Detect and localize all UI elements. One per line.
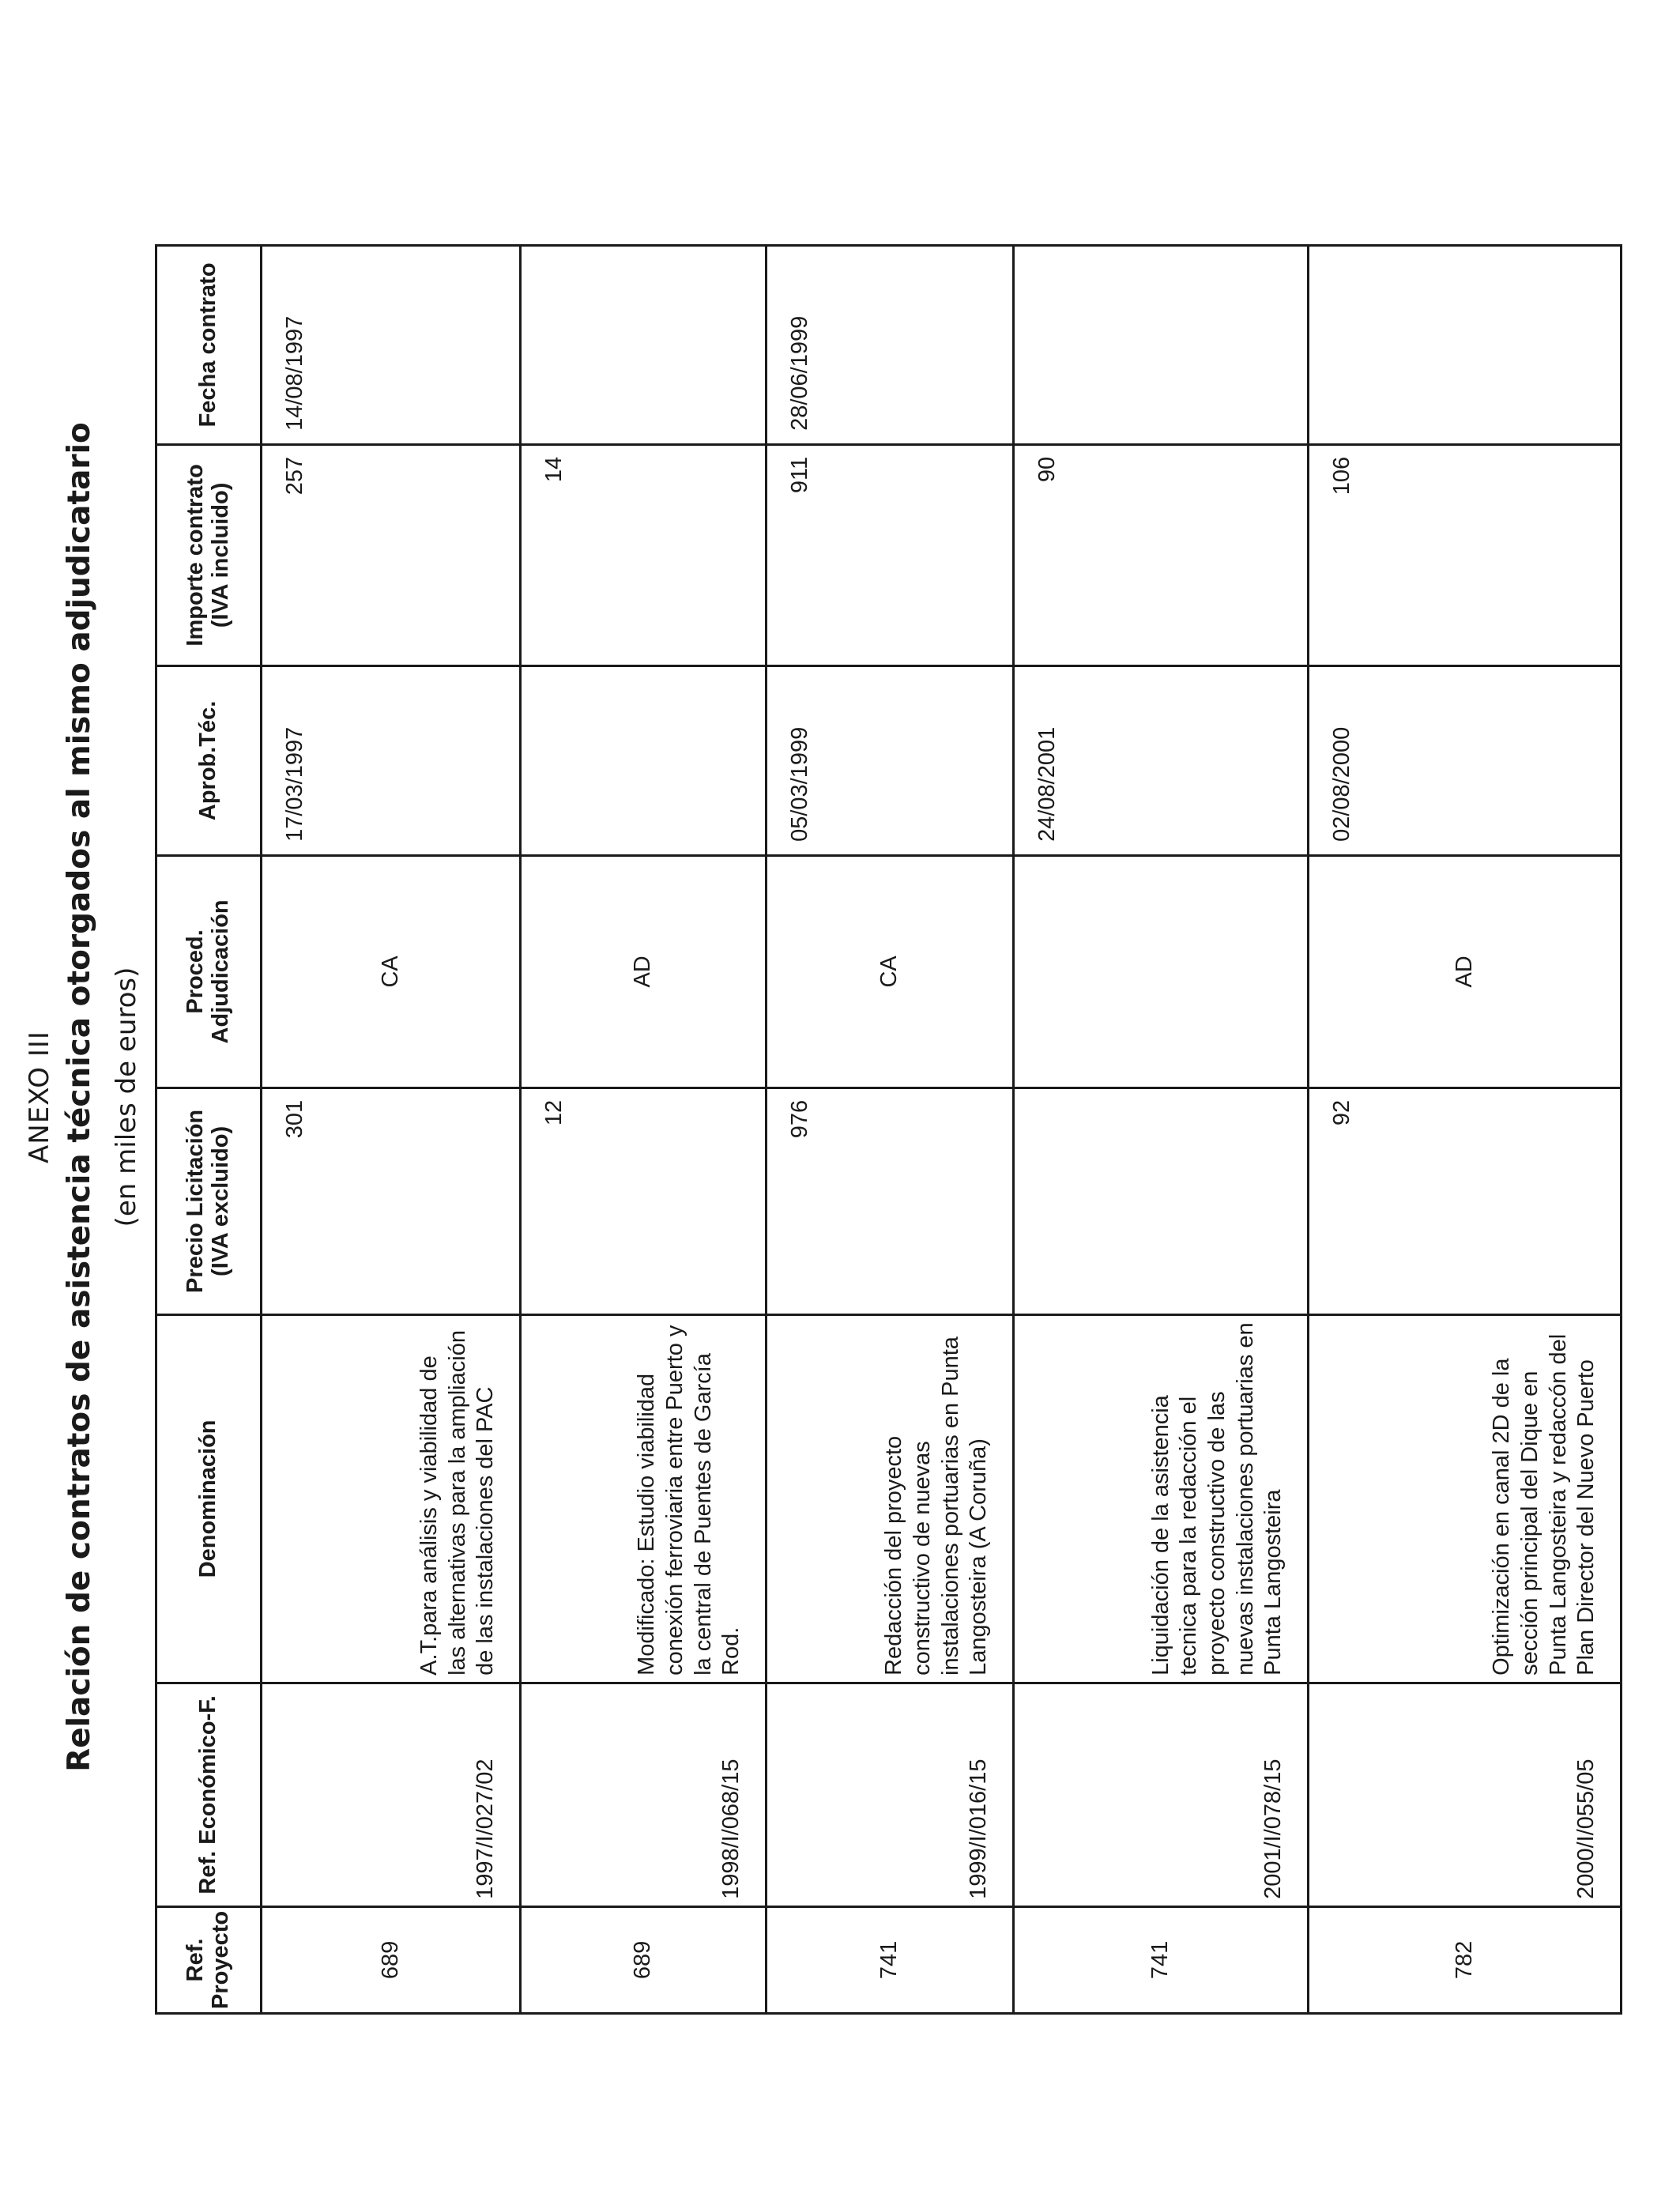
header-fecha-contrato: Fecha contrato	[156, 245, 262, 444]
header-importe-contrato: Importe contrato (IVA incluido)	[156, 444, 262, 665]
cell-fecha-contrato	[521, 245, 767, 444]
cell-denominacion: Redacción del proyecto constructivo de nuevas instalaciones portuarias en Punta Langosteira (A Coruña)	[767, 1314, 1014, 1683]
cell-fecha-contrato: 28/06/1999	[767, 245, 1014, 444]
cell-precio-licitacion	[1014, 1088, 1309, 1314]
cell-ref-economico: 2000/I/055/05	[1309, 1683, 1622, 1906]
page-title: Relación de contratos de asistencia técnica otorgados al mismo adjudicatario	[62, 422, 97, 1772]
cell-importe-contrato: 14	[521, 444, 767, 665]
cell-proced-adjudicacion: CA	[767, 855, 1014, 1088]
cell-aprob-tec	[521, 665, 767, 855]
contracts-table	[155, 244, 1622, 2015]
cell-ref-economico: 2001/I/078/15	[1014, 1683, 1309, 1906]
header-aprob-tec: Aprob.Téc.	[156, 665, 262, 855]
cell-fecha-contrato	[1014, 245, 1309, 444]
cell-ref-proyecto: 689	[262, 1906, 521, 2013]
cell-importe-contrato: 90	[1014, 444, 1309, 665]
cell-ref-proyecto: 782	[1309, 1906, 1622, 2013]
cell-fecha-contrato: 14/08/1997	[262, 245, 521, 444]
header-ref-economico: Ref. Económico-F.	[156, 1683, 262, 1906]
cell-proced-adjudicacion	[1014, 855, 1309, 1088]
cell-ref-proyecto: 689	[521, 1906, 767, 2013]
header-proced-adjudicacion: Proced. Adjudicación	[156, 855, 262, 1088]
cell-aprob-tec: 17/03/1997	[262, 665, 521, 855]
cell-proced-adjudicacion: CA	[262, 855, 521, 1088]
cell-precio-licitacion: 976	[767, 1088, 1014, 1314]
header-precio-licitacion: Precio Licitación (IVA excluido)	[156, 1088, 262, 1314]
table-row	[521, 245, 767, 2013]
cell-importe-contrato: 257	[262, 444, 521, 665]
cell-importe-contrato: 106	[1309, 444, 1622, 665]
table-header-row	[156, 245, 262, 2013]
cell-ref-proyecto: 741	[767, 1906, 1014, 2013]
cell-precio-licitacion: 92	[1309, 1088, 1622, 1314]
units-note: (en miles de euros)	[111, 967, 142, 1227]
cell-aprob-tec: 05/03/1999	[767, 665, 1014, 855]
cell-denominacion: Liquidación de la asistencia tecnica para la redacción el proyecto constructivo de las nuevas instalaciones portuarias en Punta Langosteira	[1014, 1314, 1309, 1683]
cell-ref-economico: 1999/I/016/15	[767, 1683, 1014, 1906]
cell-denominacion: A.T.para análisis y viabilidad de las alternativas para la ampliación de las instalaciones del PAC	[262, 1314, 521, 1683]
cell-denominacion: Modificado: Estudio viabilidad conexión ferroviaria entre Puerto y la central de Puentes de García Rod.	[521, 1314, 767, 1683]
cell-aprob-tec: 24/08/2001	[1014, 665, 1309, 855]
cell-ref-economico: 1997/I/027/02	[262, 1683, 521, 1906]
cell-precio-licitacion: 301	[262, 1088, 521, 1314]
cell-fecha-contrato	[1309, 245, 1622, 444]
cell-importe-contrato: 911	[767, 444, 1014, 665]
cell-ref-proyecto: 741	[1014, 1906, 1309, 2013]
table-row	[767, 245, 1014, 2013]
header-ref-proyecto: Ref. Proyecto	[156, 1906, 262, 2013]
cell-proced-adjudicacion: AD	[521, 855, 767, 1088]
annex-label: ANEXO III	[24, 1031, 55, 1163]
cell-precio-licitacion: 12	[521, 1088, 767, 1314]
cell-aprob-tec: 02/08/2000	[1309, 665, 1622, 855]
cell-ref-economico: 1998/I/068/15	[521, 1683, 767, 1906]
cell-proced-adjudicacion: AD	[1309, 855, 1622, 1088]
header-denominacion: Denominación	[156, 1314, 262, 1683]
table-row	[1014, 245, 1309, 2013]
table-row	[262, 245, 521, 2013]
table-row	[1309, 245, 1622, 2013]
cell-denominacion: Optimización en canal 2D de la sección principal del Dique en Punta Langosteira y redaccón del Plan Director del Nuevo Puerto	[1309, 1314, 1622, 1683]
